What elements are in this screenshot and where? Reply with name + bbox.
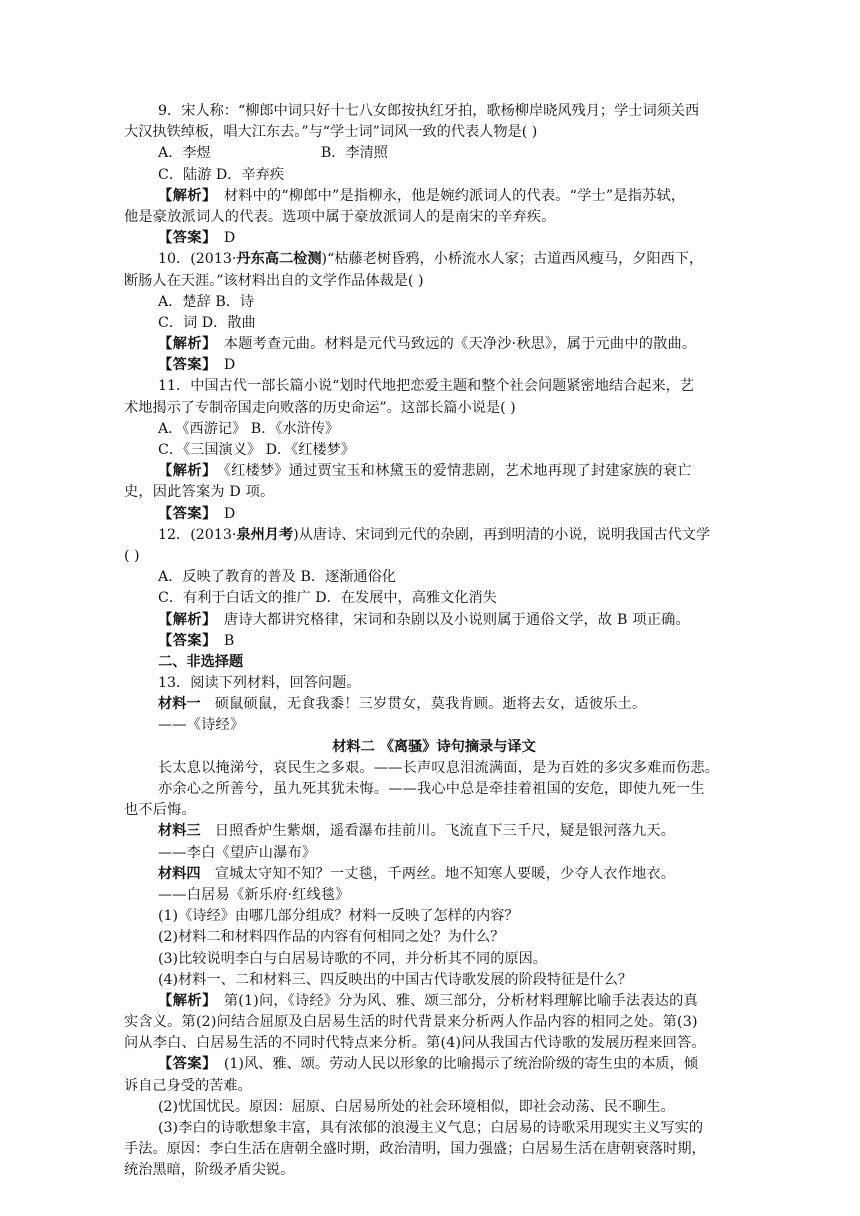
q10-options-ab: A．楚辞 B．诗 xyxy=(158,293,255,310)
analysis-tag: 【解析】 xyxy=(158,611,210,628)
q11-options-ab: A．《西游记》 B．《水浒传》 xyxy=(158,420,340,437)
q9-option-b: B．李清照 xyxy=(320,145,388,162)
q13-answer-line-3: (2)忧国忧民。原因：屈原、白居易所处的社会环境相似，即社会动荡、民不聊生。 xyxy=(158,1098,675,1115)
q11-stem-line-2: 术地揭示了专制帝国走向败落的历史命运”。这部长篇小说是( ) xyxy=(124,399,516,416)
q11-analysis-line-1 xyxy=(124,461,744,482)
q13-answer-line-1 xyxy=(124,1054,744,1075)
q11-analysis-text: 《红楼梦》通过贾宝玉和林黛玉的爱情悲剧，艺术地再现了封建家族的衰亡 xyxy=(223,463,692,480)
q13-sub-question-2: (2)材料二和材料四作品的内容有何相同之处？为什么？ xyxy=(158,929,505,946)
q12-options-ab: A．反映了教育的普及 B．逐渐通俗化 xyxy=(158,569,396,586)
q9-stem-line-2: 大汉执铁绰板，唱大江东去。”与“学士词”词风一致的代表人物是( ) xyxy=(124,124,538,141)
q12-analysis-line-1 xyxy=(124,610,744,631)
answer-tag: 【答案】 xyxy=(158,357,210,374)
material-2-line-1: 长太息以掩涕兮，哀民生之多艰。——长声叹息泪流满面，是为百姓的多灾多难而伤悲。 xyxy=(158,759,720,776)
q12-stem-line-2: ( ) xyxy=(124,547,140,564)
material-4-tag: 材料四 xyxy=(158,865,201,882)
analysis-tag: 【解析】 xyxy=(158,992,210,1009)
q11-options-cd: C．《三国演义》 D．《红楼梦》 xyxy=(158,442,355,458)
analysis-tag: 【解析】 xyxy=(158,187,210,204)
material-4-text: 宣城太守知不知？一丈毯，千两丝。地不知寒人要暖，少夺人衣作地衣。 xyxy=(214,865,676,882)
answer-tag: 【答案】 xyxy=(158,230,210,247)
answer-tag: 【答案】 xyxy=(158,505,210,522)
q13-sub-question-1: (1)《诗经》由哪几部分组成？材料一反映了怎样的内容？ xyxy=(158,908,519,925)
q11-analysis-line-2: 史，因此答案为 D 项。 xyxy=(124,484,275,501)
material-1-tag: 材料一 xyxy=(158,696,201,713)
material-2-line-3: 也不后悔。 xyxy=(124,802,196,819)
material-4-source: ——白居易《新乐府·红线毯》 xyxy=(158,886,350,903)
q13-intro: 13．阅读下列材料，回答问题。 xyxy=(158,675,361,692)
q10-options-cd: C．词 D．散曲 xyxy=(158,314,256,331)
q13-answer-line-5: 手法。原因：李白生活在唐朝全盛时期，政治清明，国力强盛；白居易生活在唐朝衰落时期， xyxy=(124,1141,706,1158)
q10-answer-value: D xyxy=(223,357,236,374)
q10-answer xyxy=(124,355,744,376)
material-1-text: 硕鼠硕鼠，无食我黍！三岁贯女，莫我肯顾。逝将去女，适彼乐土。 xyxy=(214,696,647,713)
q10-analysis-line-1 xyxy=(124,334,744,355)
q9-stem-line-1: 9．宋人称：“柳郎中词只好十七八女郎按执红牙拍，歌杨柳岸晓风残月；学士词须关西 xyxy=(158,103,700,119)
q9-options-cd: C．陆游 D．辛弃疾 xyxy=(158,166,285,183)
q12-answer xyxy=(124,631,744,652)
q12-year: 12．(2013· xyxy=(158,526,237,543)
q13-answer-line-6: 统治黑暗，阶级矛盾尖锐。 xyxy=(124,1162,295,1179)
q12-options-cd: C．有利于白话文的推广 D．在发展中，高雅文化消失 xyxy=(158,590,497,607)
material-2-title: 材料二 《离骚》诗句摘录与译文 xyxy=(332,738,536,755)
q13-analysis-line-2: 实含义。第(2)问结合屈原及白居易生活的时代背景来分析两人作品内容的相同之处。第(3) xyxy=(124,1014,698,1031)
q13-answer-text: (1)风、雅、颂。劳动人民以形象的比喻揭示了统治阶级的寄生虫的本质，倾 xyxy=(223,1056,698,1073)
q13-analysis-line-3: 问从李白、白居易生活的不同时代特点来分析。第(4)问从我国古代诗歌的发展历程来回答。 xyxy=(124,1035,706,1052)
material-3-text: 日照香炉生紫烟，遥看瀑布挂前川。飞流直下三千尺，疑是银河落九天。 xyxy=(214,823,676,840)
answer-tag: 【答案】 xyxy=(158,632,210,649)
q13-analysis-line-1 xyxy=(124,991,744,1012)
q13-answer-line-4: (3)李白的诗歌想象丰富，具有浓郁的浪漫主义气息；白居易的诗歌采用现实主义写实的 xyxy=(158,1120,704,1136)
q12-answer-value: B xyxy=(223,632,235,649)
q10-source: 丹东高二检测 xyxy=(236,251,322,268)
q9-answer-value: D xyxy=(223,230,236,247)
material-1-source: ——《诗经》 xyxy=(158,717,245,734)
q10-stem-line-2: 断肠人在天涯。”该材料出自的文学作品体裁是( ) xyxy=(124,272,424,289)
q11-answer-value: D xyxy=(223,505,236,522)
q13-material-4 xyxy=(124,864,744,885)
q9-analysis-line-2: 他是豪放派词人的代表。选项中属于豪放派词人的是南宋的辛弃疾。 xyxy=(124,208,556,225)
q13-material-1 xyxy=(124,694,744,715)
q12-analysis-text: 唐诗大都讲究格律，宋词和杂剧以及小说则属于通俗文学，故 B 项正确。 xyxy=(223,611,690,628)
q10-stem-text: )“枯藤老树昏鸦，小桥流水人家；古道西风瘦马，夕阳西下， xyxy=(321,251,704,268)
q9-option-a: A．李煜 xyxy=(158,145,211,162)
q9-analysis-line-1 xyxy=(124,186,744,207)
material-2-line-2: 亦余心之所善兮，虽九死其犹未悔。——我心中总是牵挂着祖国的安危，即使九死一生 xyxy=(158,781,705,797)
q9-answer xyxy=(124,228,744,249)
q13-material-3 xyxy=(124,821,744,842)
analysis-tag: 【解析】 xyxy=(158,336,210,353)
q13-sub-question-3: (3)比较说明李白与白居易诗歌的不同，并分析其不同的原因。 xyxy=(158,950,547,967)
q12-source: 泉州月考 xyxy=(236,526,294,543)
q9-analysis-text: 材料中的“柳郎中”是指柳永，他是婉约派词人的代表。“学士”是指苏轼， xyxy=(223,187,686,204)
q13-sub-question-4: (4)材料一、二和材料三、四反映出的中国古代诗歌发展的阶段特征是什么？ xyxy=(158,971,633,988)
q12-stem-text: )从唐诗、宋词到元代的杂剧，再到明清的小说，说明我国古代文学 xyxy=(293,526,711,543)
q9-options-ab xyxy=(124,143,744,164)
q11-stem-line-1: 11．中国古代一部长篇小说“划时代地把恋爱主题和整个社会问题紧密地结合起来，艺 xyxy=(158,378,695,395)
analysis-tag: 【解析】 xyxy=(158,463,210,480)
answer-tag: 【答案】 xyxy=(158,1056,210,1073)
q10-year: 10．(2013· xyxy=(158,251,237,268)
material-3-tag: 材料三 xyxy=(158,823,201,840)
section-heading: 二、非选择题 xyxy=(158,653,244,670)
q10-stem-line-1 xyxy=(124,249,744,270)
document-content xyxy=(124,101,744,1182)
q13-answer-line-2: 诉自己身受的苦难。 xyxy=(124,1077,252,1094)
material-3-source: ——李白《望庐山瀑布》 xyxy=(158,844,317,861)
q11-answer xyxy=(124,504,744,525)
q12-stem-line-1 xyxy=(124,525,744,546)
q13-analysis-text: 第(1)问，《诗经》分为风、雅、颂三部分，分析材料理解比喻手法表达的真 xyxy=(223,992,698,1009)
q10-analysis-text: 本题考查元曲。材料是元代马致远的《天净沙·秋思》，属于元曲中的散曲。 xyxy=(223,336,697,353)
